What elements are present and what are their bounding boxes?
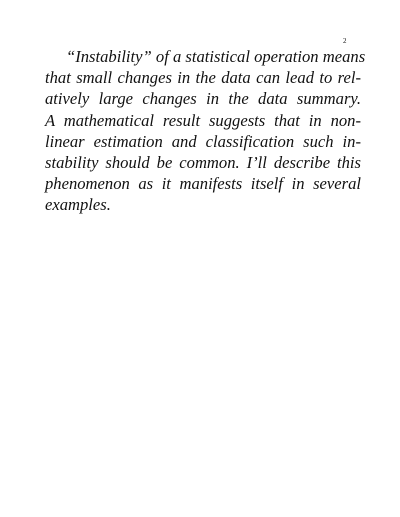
paragraph-line: “Instability” of a statistical operation means bbox=[66, 47, 366, 66]
paragraph-line: that small changes in the data can lead to rel- bbox=[45, 68, 361, 88]
body-paragraph bbox=[45, 46, 366, 216]
paragraph-line: examples. bbox=[45, 195, 111, 215]
paragraph-line: linear estimation and classification such in- bbox=[45, 131, 361, 151]
paragraph-line: phenomenon as it manifests itself in several bbox=[45, 174, 361, 194]
page-number: 2 bbox=[343, 37, 347, 45]
paragraph-line: A mathematical result suggests that in non- bbox=[45, 110, 361, 130]
paragraph-line: atively large changes in the data summary. bbox=[45, 89, 361, 109]
paragraph-line: stability should be common. I’ll describe this bbox=[45, 153, 361, 173]
